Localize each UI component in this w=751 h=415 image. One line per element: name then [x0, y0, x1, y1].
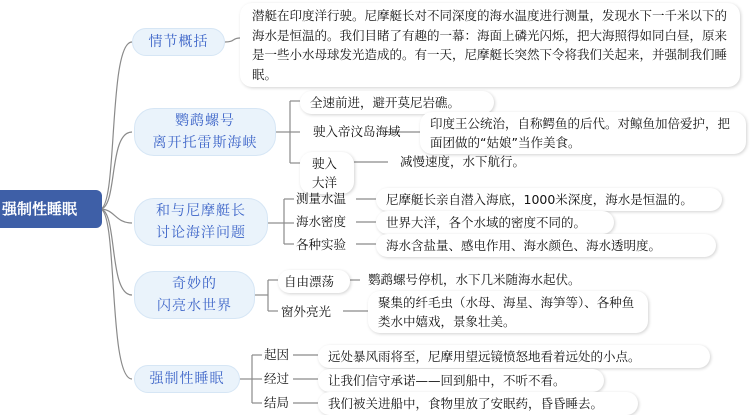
branch-title-line: 鹦鹉螺号	[175, 113, 235, 129]
branch-title-line: 强制性睡眠	[149, 371, 225, 387]
item-enter-ocean	[300, 152, 354, 194]
branch-title-line: 和与尼摩艇长	[156, 203, 246, 219]
item-label: 全速前进，避开莫尼岩礁。	[310, 95, 461, 110]
item-label: 经过	[264, 371, 290, 386]
item-density	[296, 212, 346, 231]
branch-title-line: 奇妙的	[172, 276, 217, 292]
item-measure-temp-detail	[376, 188, 722, 211]
item-label: 驶入大洋	[312, 156, 338, 190]
item-cause-detail	[318, 345, 710, 368]
item-timor-sea-detail	[420, 112, 746, 154]
item-result-detail	[318, 392, 638, 415]
item-detail: 我们被关进船中，食物里放了安眠药，昏昏睡去。	[328, 396, 604, 411]
plot-summary-text	[240, 3, 740, 87]
item-label: 海水密度	[296, 214, 347, 229]
item-measure-temp	[296, 189, 346, 208]
branch-leave-torres-strait[interactable]	[134, 108, 276, 156]
item-cause	[264, 345, 289, 364]
item-process-detail	[318, 369, 604, 392]
branch-forced-sleep[interactable]	[134, 365, 240, 393]
item-detail: 远处暴风雨将至，尼摩用望远镜愤怒地看着远处的小点。	[328, 349, 641, 364]
item-label: 测量水温	[296, 191, 347, 206]
item-drift-detail	[368, 270, 581, 289]
item-result	[264, 393, 289, 412]
plot-summary-content: 潜艇在印度洋行驶。尼摩艇长对不同深度的海水温度进行测量，发现水下一千米以下的海水是恒温的。我们目睹了有趣的一幕：海面上磷光闪烁，把大海照得如同白昼，原来是一些小水母球发光造成的。有一天，尼摩艇长突然下令将我们关起来，并强制我们睡眠。	[252, 8, 728, 82]
item-drift	[278, 270, 350, 293]
branch-title-line: 情节概括	[148, 34, 209, 50]
item-density-detail	[376, 211, 614, 234]
item-experiments-detail	[376, 234, 716, 257]
root-topic-label: 强制性睡眠	[2, 200, 78, 218]
root-topic[interactable]	[0, 190, 102, 228]
branch-title-line: 闪亮水世界	[157, 298, 232, 314]
item-label: 窗外亮光	[281, 304, 332, 319]
item-label: 起因	[264, 347, 290, 362]
item-detail: 印度王公统治，自称鳄鱼的后代。对鲸鱼加倍爱护，把面团做的“姑娘”当作美食。	[430, 116, 731, 150]
item-label: 结局	[264, 395, 290, 410]
item-detail: 鹦鹉螺号停机，水下几米随海水起伏。	[368, 272, 581, 287]
item-detail: 海水含盐量、感电作用、海水颜色、海水透明度。	[386, 238, 662, 253]
branch-title-line: 离开托雷斯海峡	[152, 135, 258, 151]
branch-discuss-ocean[interactable]	[134, 198, 268, 246]
item-detail: 聚集的纤毛虫（水母、海星、海笋等）、各种鱼类水中嬉戏，景象壮美。	[378, 295, 635, 329]
item-detail: 减慢速度，水下航行。	[400, 154, 526, 169]
item-timor-sea	[313, 122, 401, 141]
item-detail: 尼摩艇长亲自潜入海底，1000米深度，海水是恒温的。	[386, 192, 693, 207]
item-label: 各种实验	[296, 237, 347, 252]
item-enter-ocean-detail	[400, 152, 525, 171]
item-label: 驶入帝汶岛海域	[313, 124, 401, 139]
item-experiments	[296, 235, 346, 254]
branch-plot-summary[interactable]	[132, 28, 225, 56]
item-process	[264, 369, 289, 388]
item-detail: 世界大洋，各个水域的密度不同的。	[386, 215, 587, 230]
item-window-light	[281, 302, 331, 321]
item-detail: 让我们信守承诺——回到船中，不听不看。	[328, 373, 566, 388]
branch-title-line: 讨论海洋问题	[156, 225, 246, 241]
item-window-light-detail	[368, 291, 648, 333]
item-label: 自由漂荡	[284, 274, 335, 289]
branch-shining-world[interactable]	[134, 271, 255, 319]
item-full-speed	[300, 91, 494, 114]
